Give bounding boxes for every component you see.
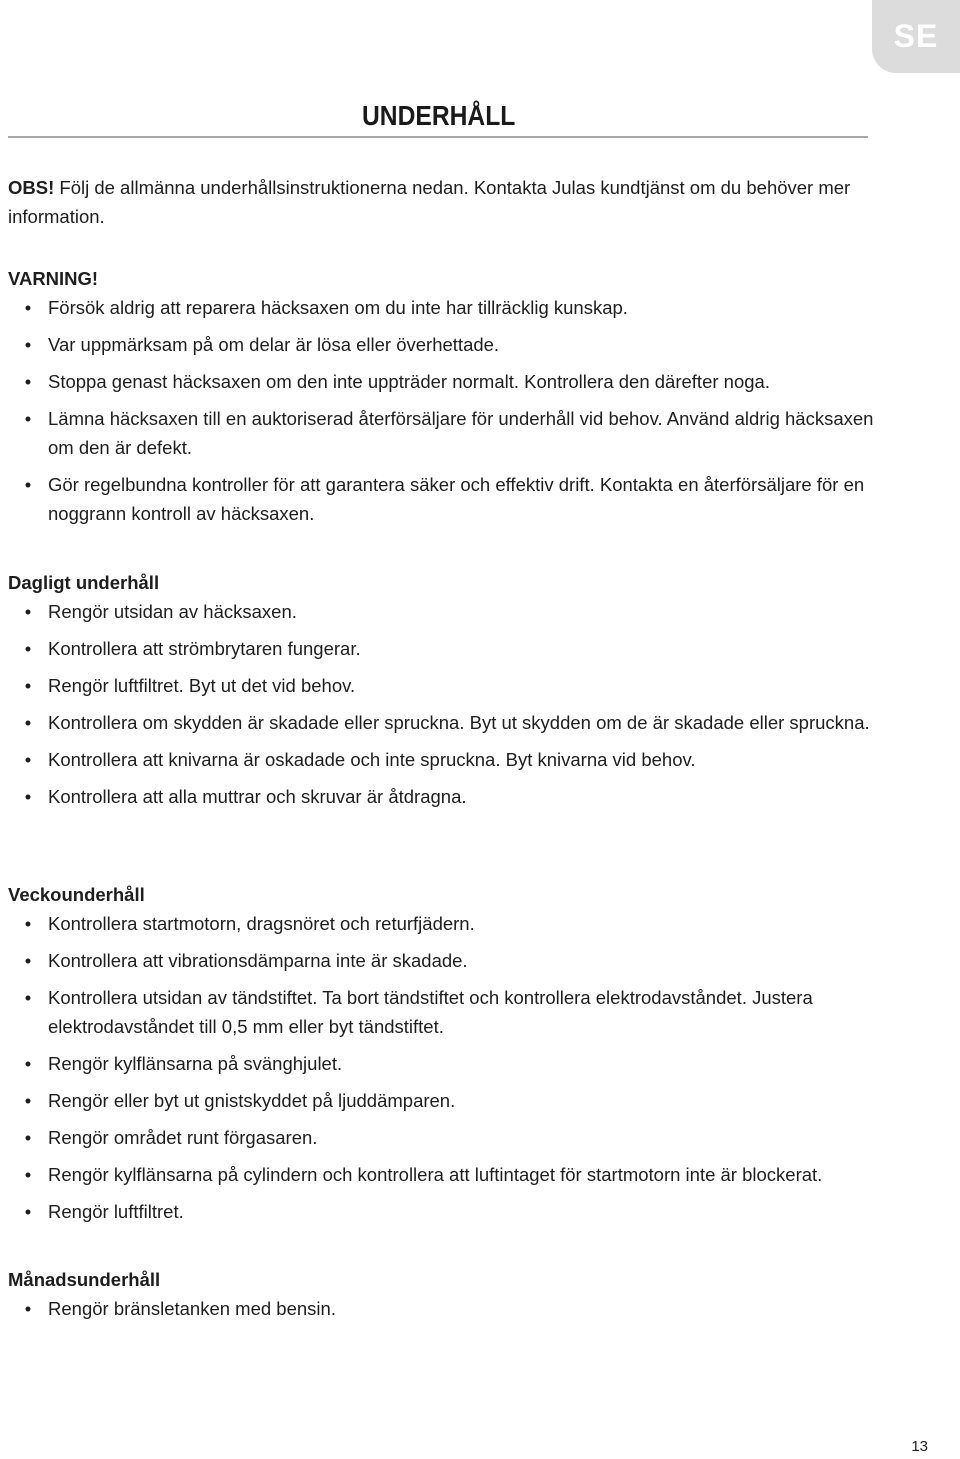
- list-item: [8, 1049, 900, 1078]
- language-tab: [872, 0, 960, 73]
- list-item-text: Rengör utsidan av häcksaxen.: [48, 601, 297, 622]
- bullet-icon: •: [24, 913, 32, 934]
- list-item: [8, 597, 900, 626]
- list-item-text: Kontrollera utsidan av tändstiftet. Ta bort tändstiftet och kontrollera elektrodavståndet. Justera elektrodavståndet till 0,5 mm eller byt tändstiftet.: [48, 987, 813, 1037]
- bullet-icon: •: [24, 408, 32, 429]
- list-item-text: Kontrollera att knivarna är oskadade och inte spruckna. Byt knivarna vid behov.: [48, 749, 696, 770]
- list-item: [8, 909, 900, 938]
- list-item-text: Rengör kylflänsarna på cylindern och kontrollera att luftintaget för startmotorn inte är blockerat.: [48, 1164, 823, 1185]
- weekly-maintenance-title: Veckounderhåll: [8, 884, 145, 905]
- bullet-icon: •: [24, 1053, 32, 1074]
- list-item-text: Rengör bränsletanken med bensin.: [48, 1298, 336, 1319]
- monthly-maintenance-section: [8, 1265, 900, 1331]
- list-item-text: Gör regelbundna kontroller för att garantera säker och effektiv drift. Kontakta en återförsäljare för en noggrann kontroll av häcksaxen.: [48, 474, 865, 524]
- warning-list: [8, 293, 900, 528]
- obs-note: [8, 173, 900, 231]
- obs-text: Följ de allmänna underhållsinstruktionerna nedan. Kontakta Julas kundtjänst om du behöver mer information.: [8, 177, 851, 227]
- list-item: [8, 983, 900, 1041]
- page-title: UNDERHÅLL: [362, 100, 516, 131]
- list-item-text: Rengör luftfiltret. Byt ut det vid behov.: [48, 675, 356, 696]
- list-item: [8, 634, 900, 663]
- daily-list: [8, 597, 900, 811]
- bullet-icon: •: [24, 1164, 32, 1185]
- obs-label: OBS!: [8, 177, 55, 198]
- list-item-text: Kontrollera att vibrationsdämparna inte är skadade.: [48, 950, 468, 971]
- list-item: [8, 1123, 900, 1152]
- list-item: [8, 1086, 900, 1115]
- list-item: [8, 671, 900, 700]
- bullet-icon: •: [24, 749, 32, 770]
- list-item: [8, 1294, 900, 1323]
- monthly-maintenance-title: Månadsunderhåll: [8, 1269, 161, 1290]
- warning-label: VARNING!: [8, 268, 99, 289]
- bullet-icon: •: [24, 950, 32, 971]
- list-item-text: Rengör eller byt ut gnistskyddet på ljuddämparen.: [48, 1090, 456, 1111]
- bullet-icon: •: [24, 675, 32, 696]
- bullet-icon: •: [24, 638, 32, 659]
- list-item-text: Rengör luftfiltret.: [48, 1201, 184, 1222]
- list-item-text: Stoppa genast häcksaxen om den inte uppträder normalt. Kontrollera den därefter noga.: [48, 371, 770, 392]
- list-item: [8, 330, 900, 359]
- bullet-icon: •: [24, 297, 32, 318]
- bullet-icon: •: [24, 1201, 32, 1222]
- bullet-icon: •: [24, 1298, 32, 1319]
- bullet-icon: •: [24, 712, 32, 733]
- weekly-maintenance-section: [8, 880, 900, 1234]
- list-item: [8, 367, 900, 396]
- list-item: [8, 1160, 900, 1189]
- bullet-icon: •: [24, 786, 32, 807]
- warning-section: [8, 264, 900, 536]
- bullet-icon: •: [24, 987, 32, 1008]
- bullet-icon: •: [24, 1127, 32, 1148]
- list-item: [8, 470, 900, 528]
- list-item-text: Var uppmärksam på om delar är lösa eller överhettade.: [48, 334, 500, 355]
- list-item: [8, 782, 900, 811]
- language-code: SE: [893, 18, 939, 54]
- list-item-text: Kontrollera att strömbrytaren fungerar.: [48, 638, 361, 659]
- list-item: [8, 708, 900, 737]
- monthly-list: [8, 1294, 900, 1323]
- list-item: [8, 946, 900, 975]
- daily-maintenance-section: [8, 568, 900, 819]
- list-item-text: Kontrollera startmotorn, dragsnöret och returfjädern.: [48, 913, 475, 934]
- weekly-list: [8, 909, 900, 1226]
- list-item-text: Kontrollera att alla muttrar och skruvar är åtdragna.: [48, 786, 467, 807]
- daily-maintenance-title: Dagligt underhåll: [8, 572, 160, 593]
- bullet-icon: •: [24, 371, 32, 392]
- list-item-text: Rengör området runt förgasaren.: [48, 1127, 318, 1148]
- list-item-text: Rengör kylflänsarna på svänghjulet.: [48, 1053, 343, 1074]
- list-item-text: Kontrollera om skydden är skadade eller spruckna. Byt ut skydden om de är skadade eller spruckna.: [48, 712, 870, 733]
- list-item-text: Lämna häcksaxen till en auktoriserad återförsäljare för underhåll vid behov. Använd aldrig häcksaxen om den är defekt.: [48, 408, 874, 458]
- list-item: [8, 404, 900, 462]
- list-item: [8, 1197, 900, 1226]
- list-item-text: Försök aldrig att reparera häcksaxen om du inte har tillräcklig kunskap.: [48, 297, 628, 318]
- list-item: [8, 745, 900, 774]
- bullet-icon: •: [24, 474, 32, 495]
- page-number: 13: [911, 1438, 928, 1455]
- bullet-icon: •: [24, 334, 32, 355]
- bullet-icon: •: [24, 601, 32, 622]
- bullet-icon: •: [24, 1090, 32, 1111]
- list-item: [8, 293, 900, 322]
- title-divider: [8, 136, 868, 138]
